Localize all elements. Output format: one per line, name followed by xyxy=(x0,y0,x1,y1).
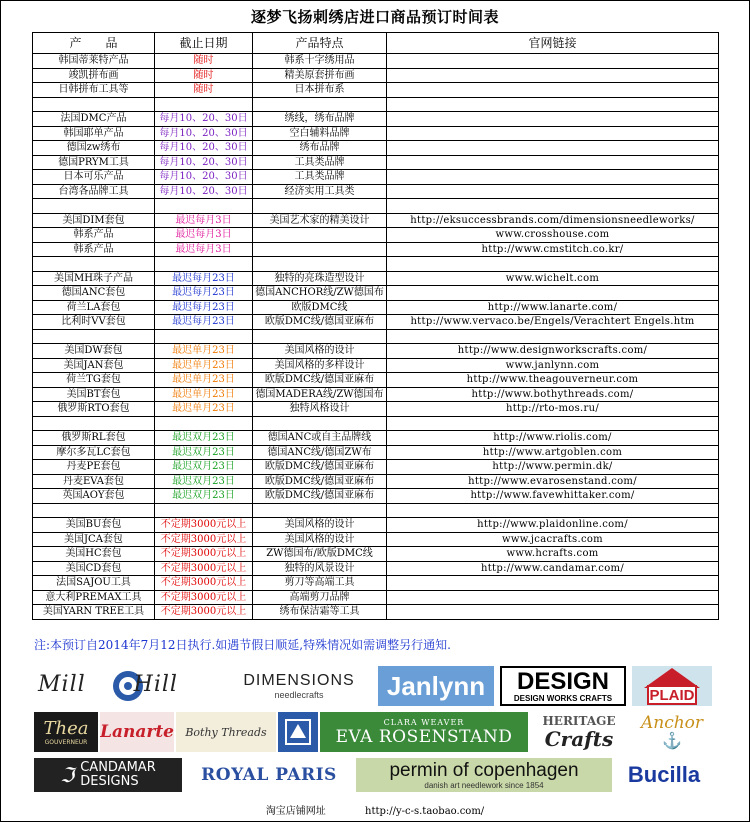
deadline-cell: 不定期3000元以上 xyxy=(155,547,253,562)
header-features: 产品特点 xyxy=(253,33,387,54)
header-deadline: 截止日期 xyxy=(155,33,253,54)
deadline-cell: 最迟双月23日 xyxy=(155,445,253,460)
table-row xyxy=(33,561,719,576)
product-cell: 美国DW套包 xyxy=(33,344,155,359)
deadline-cell: 最迟双月23日 xyxy=(155,431,253,446)
spacer-cell xyxy=(155,416,253,431)
spacer-cell xyxy=(253,199,387,214)
table-row xyxy=(33,184,719,199)
product-cell: 比利时VV套包 xyxy=(33,315,155,330)
website-cell xyxy=(387,112,719,127)
spacer-row xyxy=(33,257,719,272)
feature-cell: 独特的亮珠造型设计 xyxy=(253,271,387,286)
spacer-cell xyxy=(33,257,155,272)
anchor-logo xyxy=(632,712,712,752)
header-product: 产 品 xyxy=(33,33,155,54)
product-cell: 美国HC套包 xyxy=(33,547,155,562)
feature-cell xyxy=(253,228,387,243)
table-row xyxy=(33,242,719,257)
website-cell[interactable]: http://www.lanarte.com/ xyxy=(387,300,719,315)
heritage-label: HERITAGE xyxy=(542,713,616,728)
table-row xyxy=(33,213,719,228)
product-cell: 英国AOY套包 xyxy=(33,489,155,504)
product-cell: 德国zw绣布 xyxy=(33,141,155,156)
deadline-cell: 最迟每月23日 xyxy=(155,300,253,315)
website-cell xyxy=(387,170,719,185)
table-row xyxy=(33,315,719,330)
dimensions-label: DIMENSIONS xyxy=(243,672,355,689)
bothy-threads-logo xyxy=(176,712,276,752)
spacer-cell xyxy=(253,329,387,344)
table-row xyxy=(33,532,719,547)
feature-cell xyxy=(253,242,387,257)
spacer-cell xyxy=(155,257,253,272)
table-body xyxy=(33,54,719,620)
deadline-cell: 最迟单月23日 xyxy=(155,387,253,402)
permin-logo xyxy=(356,758,612,792)
table-row xyxy=(33,605,719,620)
deadline-cell: 最迟双月23日 xyxy=(155,474,253,489)
website-cell[interactable]: http://rto-mos.ru/ xyxy=(387,402,719,417)
footer xyxy=(0,802,750,817)
spacer-cell xyxy=(253,416,387,431)
feature-cell: 绣线，绣布品牌 xyxy=(253,112,387,127)
notice-text: 注:本预订自2014年7月12日执行.如遇节假日顺延,特殊情况如需调整另行通知. xyxy=(34,638,451,652)
spacer-cell xyxy=(33,329,155,344)
spacer-cell xyxy=(387,329,719,344)
millhill-text xyxy=(38,672,214,697)
website-cell xyxy=(387,184,719,199)
deadline-cell: 随时 xyxy=(155,54,253,69)
deadline-cell: 最迟双月23日 xyxy=(155,460,253,475)
table-row xyxy=(33,68,719,83)
dimensions-logo xyxy=(224,666,374,706)
bucilla-logo xyxy=(616,758,712,792)
website-cell[interactable]: http://www.artgoblen.com xyxy=(387,445,719,460)
spacer-cell xyxy=(387,503,719,518)
product-cell: 荷兰LA套包 xyxy=(33,300,155,315)
website-cell xyxy=(387,68,719,83)
table-row xyxy=(33,387,719,402)
royal-paris-label: ROYAL PARIS xyxy=(201,765,337,785)
website-cell xyxy=(387,54,719,69)
deadline-cell: 最迟单月23日 xyxy=(155,373,253,388)
spacer-cell xyxy=(387,416,719,431)
spacer-cell xyxy=(155,97,253,112)
website-cell xyxy=(387,576,719,591)
table-row xyxy=(33,112,719,127)
anchor-icon: ⚓ xyxy=(662,731,682,750)
website-cell[interactable]: http://eksuccessbrands.com/dimensionsneedleworks/ xyxy=(387,213,719,228)
spacer-cell xyxy=(155,199,253,214)
feature-cell: 美国艺术家的精美设计 xyxy=(253,213,387,228)
deadline-cell: 最迟单月23日 xyxy=(155,358,253,373)
product-cell: 法国DMC产品 xyxy=(33,112,155,127)
table-row xyxy=(33,358,719,373)
feature-cell: 德国ANC或自主品牌线 xyxy=(253,431,387,446)
spacer-row xyxy=(33,329,719,344)
feature-cell: 美国风格的设计 xyxy=(253,518,387,533)
website-cell xyxy=(387,590,719,605)
product-cell: 意大利PREMAX工具 xyxy=(33,590,155,605)
feature-cell: 美国风格的多样设计 xyxy=(253,358,387,373)
brand-logos xyxy=(34,664,716,792)
website-cell[interactable]: www.hcrafts.com xyxy=(387,547,719,562)
website-cell[interactable]: http://www.permin.dk/ xyxy=(387,460,719,475)
table-row xyxy=(33,402,719,417)
lanarte-label: Lanarte xyxy=(100,722,174,742)
header-website: 官网链接 xyxy=(387,33,719,54)
feature-cell: 高端剪刀品牌 xyxy=(253,590,387,605)
spacer-cell xyxy=(155,329,253,344)
deadline-cell: 随时 xyxy=(155,68,253,83)
product-cell: 法国SAJOU工具 xyxy=(33,576,155,591)
feature-cell: 欧版DMC线/德国亚麻布 xyxy=(253,460,387,475)
feature-cell: 绣布品牌 xyxy=(253,141,387,156)
deadline-cell: 每月10、20、30日 xyxy=(155,155,253,170)
product-cell: 美国YARN TREE工具 xyxy=(33,605,155,620)
spacer-row xyxy=(33,97,719,112)
table-row xyxy=(33,518,719,533)
table-row xyxy=(33,445,719,460)
website-cell[interactable]: www.crosshouse.com xyxy=(387,228,719,243)
website-cell[interactable]: http://www.theagouverneur.com xyxy=(387,373,719,388)
deadline-cell: 每月10、20、30日 xyxy=(155,184,253,199)
table-row xyxy=(33,431,719,446)
product-cell: 美国DIM套包 xyxy=(33,213,155,228)
deadline-cell: 随时 xyxy=(155,83,253,98)
table-row xyxy=(33,228,719,243)
spacer-row xyxy=(33,503,719,518)
website-cell[interactable]: http://www.bothythreads.com/ xyxy=(387,387,719,402)
product-cell: 日本可乐产品 xyxy=(33,170,155,185)
deadline-cell: 每月10、20、30日 xyxy=(155,170,253,185)
spacer-row xyxy=(33,416,719,431)
candamar-designs-logo xyxy=(34,758,182,792)
product-cell: 丹麦EVA套包 xyxy=(33,474,155,489)
spacer-cell xyxy=(33,503,155,518)
website-cell[interactable]: http://www.candamar.com/ xyxy=(387,561,719,576)
deadline-cell: 不定期3000元以上 xyxy=(155,561,253,576)
spacer-row xyxy=(33,199,719,214)
royal-paris-logo xyxy=(186,758,352,792)
product-cell: 丹麦PE套包 xyxy=(33,460,155,475)
thea-label: Thea xyxy=(43,717,89,739)
feature-cell: 空白辅料品牌 xyxy=(253,126,387,141)
table-row xyxy=(33,489,719,504)
thea-sub: GOUVERNEUR xyxy=(44,738,88,746)
website-cell xyxy=(387,83,719,98)
product-cell: 俄罗斯RL套包 xyxy=(33,431,155,446)
candamar-label-2: DESIGNS xyxy=(80,774,139,789)
page-title: 逐梦飞扬刺绣店进口商品预订时间表 xyxy=(250,8,499,26)
deadline-cell: 不定期3000元以上 xyxy=(155,605,253,620)
feature-cell: 独特的风景设计 xyxy=(253,561,387,576)
spacer-cell xyxy=(33,199,155,214)
millhill-logo xyxy=(34,666,218,706)
bothy-label: Bothy Threads xyxy=(185,725,267,739)
schedule-table xyxy=(32,32,719,620)
table-row xyxy=(33,155,719,170)
table-row xyxy=(33,576,719,591)
spacer-cell xyxy=(387,257,719,272)
table-row xyxy=(33,590,719,605)
website-cell[interactable]: http://www.favewhittaker.com/ xyxy=(387,489,719,504)
eva-label: EVA ROSENSTAND xyxy=(335,726,513,747)
spacer-cell xyxy=(33,416,155,431)
website-cell xyxy=(387,286,719,301)
feature-cell: 德国MADERA线/ZW德国布 xyxy=(253,387,387,402)
deadline-cell: 不定期3000元以上 xyxy=(155,590,253,605)
table-row xyxy=(33,474,719,489)
footer-url[interactable]: http://y-c-s.taobao.com/ xyxy=(365,806,485,817)
deadline-cell: 每月10、20、30日 xyxy=(155,112,253,127)
website-cell[interactable]: www.janlynn.com xyxy=(387,358,719,373)
product-cell: 台湾各品牌工具 xyxy=(33,184,155,199)
feature-cell: 美国风格的设计 xyxy=(253,344,387,359)
deadline-cell: 最迟每月23日 xyxy=(155,286,253,301)
product-cell: 美国BU套包 xyxy=(33,518,155,533)
deadline-cell: 每月10、20、30日 xyxy=(155,126,253,141)
website-cell xyxy=(387,155,719,170)
website-cell[interactable]: http://www.designworkscrafts.com/ xyxy=(387,344,719,359)
table-row xyxy=(33,547,719,562)
spacer-cell xyxy=(33,97,155,112)
millhill-label: Mill Hill xyxy=(38,672,178,697)
table-row xyxy=(33,286,719,301)
feature-cell: 欧版DMC线/德国亚麻布 xyxy=(253,373,387,388)
feature-cell: 精美原套拼布画 xyxy=(253,68,387,83)
product-cell: 摩尔多瓦LC套包 xyxy=(33,445,155,460)
deadline-cell: 不定期3000元以上 xyxy=(155,518,253,533)
product-cell: 德国ANC套包 xyxy=(33,286,155,301)
anchor-label: Anchor xyxy=(640,713,704,733)
janlynn-logo xyxy=(378,666,494,706)
website-cell xyxy=(387,605,719,620)
heritage-crafts-logo xyxy=(532,712,626,752)
spacer-cell xyxy=(387,199,719,214)
plaid-label: PLAID xyxy=(649,686,695,704)
product-cell: 韩系产品 xyxy=(33,228,155,243)
deadline-cell: 最迟每月23日 xyxy=(155,271,253,286)
table-row xyxy=(33,126,719,141)
candamar-label: CANDAMAR xyxy=(80,760,156,775)
feature-cell: 韩系十字绣用品 xyxy=(253,54,387,69)
table-row xyxy=(33,300,719,315)
feature-cell: 德国ANC线/德国ZW布 xyxy=(253,445,387,460)
product-cell: 荷兰TG套包 xyxy=(33,373,155,388)
product-cell: 美国MH珠子产品 xyxy=(33,271,155,286)
website-cell[interactable]: http://www.cmstitch.co.kr/ xyxy=(387,242,719,257)
candamar-mark-icon: ℑ xyxy=(60,763,75,787)
feature-cell: 剪刀等高端工具 xyxy=(253,576,387,591)
permin-sub: danish art needlework since 1854 xyxy=(424,780,544,790)
feature-cell: 欧版DMC线 xyxy=(253,300,387,315)
bucilla-label: Bucilla xyxy=(627,762,701,787)
deadline-cell: 不定期3000元以上 xyxy=(155,576,253,591)
table-header-row xyxy=(33,33,719,54)
feature-cell: 工具类品牌 xyxy=(253,170,387,185)
website-cell[interactable]: http://www.vervaco.be/Engels/Verachtert Engels.htm xyxy=(387,315,719,330)
product-cell: 美国CD套包 xyxy=(33,561,155,576)
deadline-cell: 最迟单月23日 xyxy=(155,402,253,417)
design-works-logo xyxy=(500,666,626,706)
lanarte-logo xyxy=(100,712,174,752)
eva-top-label: CLARA WEAVER xyxy=(383,717,465,727)
spacer-cell xyxy=(253,257,387,272)
product-cell: 美国JAN套包 xyxy=(33,358,155,373)
table-row xyxy=(33,54,719,69)
feature-cell: 日本拼布系 xyxy=(253,83,387,98)
product-cell: 韩国耶单产品 xyxy=(33,126,155,141)
footer-label: 淘宝店铺网址 xyxy=(265,806,326,817)
feature-cell: 独特风格设计 xyxy=(253,402,387,417)
janlynn-label: Janlynn xyxy=(386,670,486,701)
feature-cell: 美国风格的设计 xyxy=(253,532,387,547)
permin-label: permin of copenhagen xyxy=(389,759,579,781)
spacer-cell xyxy=(253,97,387,112)
website-cell xyxy=(387,126,719,141)
eva-rosenstand-logo xyxy=(320,712,528,752)
design-label: DESIGN xyxy=(516,667,609,695)
deadline-cell: 最迟双月23日 xyxy=(155,489,253,504)
spacer-cell xyxy=(387,97,719,112)
website-cell xyxy=(387,141,719,156)
product-cell: 韩国蒂莱特产品 xyxy=(33,54,155,69)
deadline-cell: 最迟每月23日 xyxy=(155,315,253,330)
feature-cell: 经济实用工具类 xyxy=(253,184,387,199)
deadline-cell: 每月10、20、30日 xyxy=(155,141,253,156)
product-cell: 美国JCA套包 xyxy=(33,532,155,547)
product-cell: 日韩拼布工具等 xyxy=(33,83,155,98)
website-cell[interactable]: http://www.riolis.com/ xyxy=(387,431,719,446)
deadline-cell: 最迟每月3日 xyxy=(155,242,253,257)
dimensions-sub: needlecrafts xyxy=(274,690,324,700)
feature-cell: 欧版DMC线/德国亚麻布 xyxy=(253,474,387,489)
spacer-cell xyxy=(253,503,387,518)
feature-cell: 欧版DMC线/德国亚麻布 xyxy=(253,489,387,504)
deadline-cell: 最迟每月3日 xyxy=(155,228,253,243)
product-cell: 美国BT套包 xyxy=(33,387,155,402)
table-row xyxy=(33,141,719,156)
table-row xyxy=(33,344,719,359)
candamar-text xyxy=(80,761,156,789)
deadline-cell: 不定期3000元以上 xyxy=(155,532,253,547)
riolis-mark-icon xyxy=(284,718,312,746)
deadline-cell: 最迟每月3日 xyxy=(155,213,253,228)
table-row xyxy=(33,83,719,98)
spacer-cell xyxy=(155,503,253,518)
website-cell[interactable]: http://www.plaidonline.com/ xyxy=(387,518,719,533)
website-cell[interactable]: http://www.evarosenstand.com/ xyxy=(387,474,719,489)
product-cell: 韩系产品 xyxy=(33,242,155,257)
website-cell[interactable]: www.jcacrafts.com xyxy=(387,532,719,547)
feature-cell: 欧版DMC线/德国亚麻布 xyxy=(253,315,387,330)
design-sub: DESIGN WORKS CRAFTS xyxy=(513,693,613,703)
product-cell: 俄罗斯RTO套包 xyxy=(33,402,155,417)
table-row xyxy=(33,373,719,388)
table-row xyxy=(33,460,719,475)
riolis-logo xyxy=(278,712,318,752)
website-cell[interactable]: www.wichelt.com xyxy=(387,271,719,286)
plaid-logo xyxy=(632,666,712,706)
product-cell: 竣凯拼布画 xyxy=(33,68,155,83)
table-row xyxy=(33,271,719,286)
product-cell: 德国PRYM工具 xyxy=(33,155,155,170)
thea-gouverneur-logo xyxy=(34,712,98,752)
feature-cell: 工具类品牌 xyxy=(253,155,387,170)
deadline-cell: 最迟单月23日 xyxy=(155,344,253,359)
feature-cell: ZW德国布/欧版DMC线 xyxy=(253,547,387,562)
feature-cell: 绣布保洁霜等工具 xyxy=(253,605,387,620)
table-row xyxy=(33,170,719,185)
heritage-sub: Crafts xyxy=(544,726,614,751)
feature-cell: 德国ANCHOR线/ZW德国布 xyxy=(253,286,387,301)
